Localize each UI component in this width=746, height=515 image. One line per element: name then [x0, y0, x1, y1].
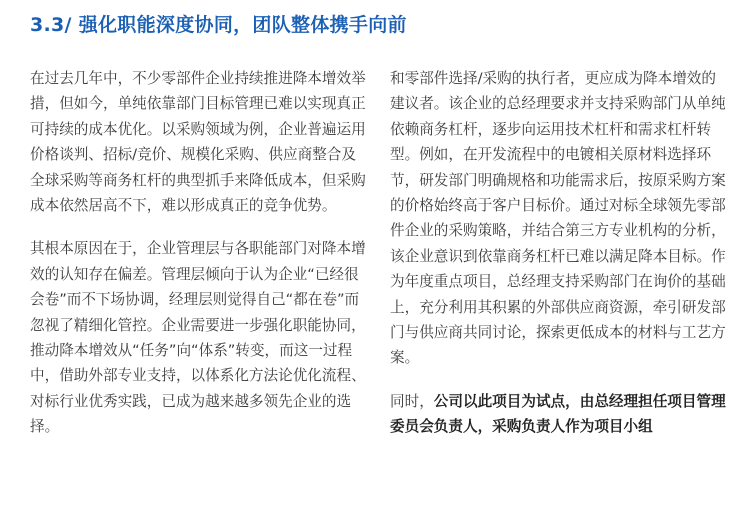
- bold-emphasis-text: 公司以此项目为试点，由总经理担任项目管理委员会负责人，采购负责人作为项目小组: [390, 392, 726, 436]
- section-title: 3.3/ 强化职能深度协同，团队整体携手向前: [30, 14, 407, 36]
- paragraph-lead-text: 同时，: [390, 392, 434, 410]
- body-paragraph: 和零部件选择/采购的执行者，更应成为降本增效的建议者。该企业的总经理要求并支持采购部门从单纯依赖商务杠杆，逐步向运用技术杠杆和需求杠杆转型。例如，在开发流程中的电镀相关原材料选择环节，研发部门明确规格和功能需求后，按原采购方案的价格始终高于客户目标价。通过对标全球领先零部件企业的采购策略，并结合第三方专业机构的分析，该企业意识到依靠商务杠杆已难以满足降本目标。作为年度重点项目，总经理支持采购部门在询价的基础上，充分利用其积累的外部供应商资源，牵引研发部门与供应商共同讨论，探索更低成本的材料与工艺方案。: [390, 70, 726, 367]
- left-column: [30, 66, 366, 452]
- body-paragraph: 其根本原因在于，企业管理层与各职能部门对降本增效的认知存在偏差。管理层倾向于认为企业“已经很会卷”而不下场协调，经理层则觉得自己“都在卷”而忽视了精细化管控。企业需要进一步强化职能协同，推动降本增效从“任务”向“体系”转变，而这一过程中，借助外部专业支持，以体系化方法论优化流程、对标行业优秀实践，已成为越来越多领先企业的选择。: [30, 240, 366, 436]
- body-paragraph-continued: [390, 389, 726, 440]
- body-paragraph: 在过去几年中，不少零部件企业持续推进降本增效举措，但如今，单纯依靠部门目标管理已难以实现真正可持续的成本优化。以采购领域为例，企业普遍运用价格谈判、招标/竞价、规模化采购、供应商整合及全球采购等商务杠杆的典型抓手来降低成本，但采购成本依然居高不下，难以形成真正的竞争优势。: [30, 70, 366, 215]
- right-column: [390, 66, 726, 452]
